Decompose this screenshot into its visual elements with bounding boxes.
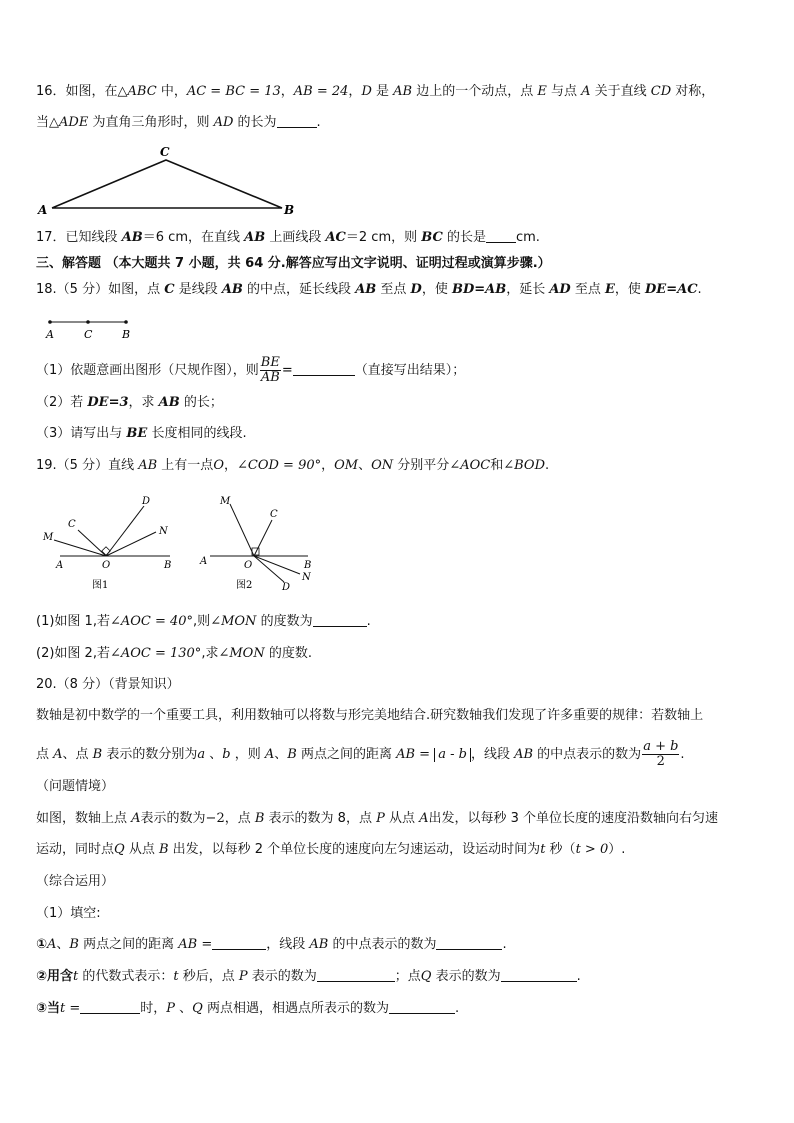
answer-blank[interactable]	[277, 114, 317, 128]
label-c: C	[160, 145, 170, 159]
svg-text:D: D	[142, 496, 151, 507]
ray-on	[106, 532, 156, 556]
answer-blank[interactable]	[212, 936, 266, 950]
ray-om	[54, 540, 106, 556]
point-b	[124, 320, 128, 324]
svg-text:M: M	[43, 532, 54, 543]
q18-stem: 18.（5 分）如图，点 C 是线段 AB 的中点，延长线段 AB 至点 D，使 BD=AB，延长 AD 至点 E，使 DE=AC.	[36, 282, 702, 297]
q16-line2: 当△ADE 为直角三角形时，则 AD 的长为 .	[36, 115, 321, 130]
q19-figure-1	[36, 490, 186, 595]
label-c: C	[84, 328, 93, 341]
answer-blank[interactable]	[486, 229, 516, 243]
q20-heading: 20.（8 分）（背景知识）	[36, 677, 180, 692]
q20-situation-heading: （问题情境）	[36, 779, 115, 794]
answer-blank[interactable]	[501, 968, 577, 982]
q20-background-1: 数轴是初中数学的一个重要工具，利用数轴可以将数与形完美地结合.研究数轴我们发现了许多重要的规律：若数轴上	[36, 708, 704, 723]
q18-segment-figure	[42, 314, 142, 344]
svg-text:C: C	[270, 509, 278, 520]
answer-blank[interactable]	[80, 1000, 140, 1014]
q19-part1: (1)如图 1,若∠AOC = 40°,则∠MON 的度数为 .	[36, 614, 371, 629]
q20-fill-1: ①A、B 两点之间的距离 AB = ，线段 AB 的中点表示的数为 .	[36, 937, 507, 952]
ray-od	[106, 506, 144, 556]
q18-part2: （2）若 DE=3，求 AB 的长；	[36, 395, 223, 410]
midpoint-fraction: $\frac{a + b}{2}$	[643, 739, 679, 769]
point-a	[48, 320, 52, 324]
q20-use-heading: （综合运用）	[36, 874, 115, 889]
q20-situation-1: 如图，数轴上点 A表示的数为−2，点 B 表示的数为 8，点 P 从点 A出发，以每秒 3 个单位长度的速度沿数轴向右匀速	[36, 811, 719, 826]
answer-blank[interactable]	[436, 936, 502, 950]
label-a: A	[38, 203, 48, 217]
answer-blank[interactable]	[317, 968, 395, 982]
svg-text:A: A	[200, 556, 208, 567]
svg-text:N: N	[302, 572, 311, 583]
svg-text:N: N	[159, 526, 168, 537]
answer-blank[interactable]	[313, 613, 367, 627]
q19-figure-2	[196, 490, 336, 595]
svg-text:O: O	[244, 560, 253, 571]
q20-background-2: 点 A、点 B 表示的数分别为a 、b ，则 A、B 两点之间的距离 AB = a - b ，线段 AB 的中点表示的数为 $\frac{a + b}{2}$ .	[36, 739, 685, 769]
q20-situation-2: 运动，同时点Q 从点 B 出发，以每秒 2 个单位长度的速度向左匀速运动，设运动时间为t 秒（t > 0）.	[36, 842, 626, 857]
point-c	[86, 320, 90, 324]
svg-text:M: M	[220, 496, 231, 507]
q20-fill-3: ③当t = 时，P 、Q 两点相遇，相遇点所表示的数为 .	[36, 1001, 460, 1016]
section-heading: 三、解答题 （本大题共 7 小题，共 64 分.解答应写出文字说明、证明过程或演算步骤.）	[36, 256, 551, 271]
q16-line1: 16．如图，在△ABC 中，AC = BC = 13，AB = 24，D 是 AB 边上的一个动点，点 E 与点 A 关于直线 CD 对称，	[36, 84, 715, 99]
q17-line: 17．已知线段 AB＝6 cm，在直线 AB 上画线段 AC＝2 cm，则 BC 的长是 cm.	[36, 230, 540, 245]
q19-part2: (2)如图 2,若∠AOC = 130°,求∠MON 的度数.	[36, 646, 312, 661]
q20-fill-2: ②用含t 的代数式表示：t 秒后，点 P 表示的数为 ；点Q 表示的数为 .	[36, 969, 581, 984]
svg-text:C: C	[68, 519, 76, 530]
ray-od	[254, 556, 284, 582]
q16-triangle-figure	[36, 144, 296, 220]
q18-part3: （3）请写出与 BE 长度相同的线段.	[36, 426, 247, 441]
answer-blank[interactable]	[293, 362, 355, 376]
ray-oc	[254, 520, 272, 556]
label-a: A	[46, 328, 54, 341]
ray-om	[230, 504, 254, 556]
label-b: B	[122, 328, 131, 341]
q20-fill-heading: （1）填空:	[36, 906, 101, 921]
svg-text:B: B	[164, 560, 172, 571]
absolute-value: a - b	[434, 748, 471, 762]
answer-blank[interactable]	[389, 1000, 455, 1014]
svg-text:D: D	[282, 582, 291, 593]
label-b: B	[284, 203, 295, 217]
svg-text:图1: 图1	[92, 580, 109, 591]
svg-text:B: B	[304, 560, 312, 571]
svg-text:A: A	[56, 560, 64, 571]
svg-text:O: O	[102, 560, 111, 571]
ray-on	[254, 556, 300, 574]
q18-part1: （1）依题意画出图形（尺规作图），则 $\frac{BE}{AB}$ = （直接写出结果）；	[36, 355, 466, 385]
fraction-be-ab: $\frac{BE}{AB}$	[260, 355, 280, 385]
svg-text:图2: 图2	[236, 580, 253, 591]
q19-stem: 19.（5 分）直线 AB 上有一点O，∠COD = 90°，OM、ON 分别平分∠AOC和∠BOD.	[36, 458, 550, 473]
triangle-abc	[52, 160, 282, 208]
